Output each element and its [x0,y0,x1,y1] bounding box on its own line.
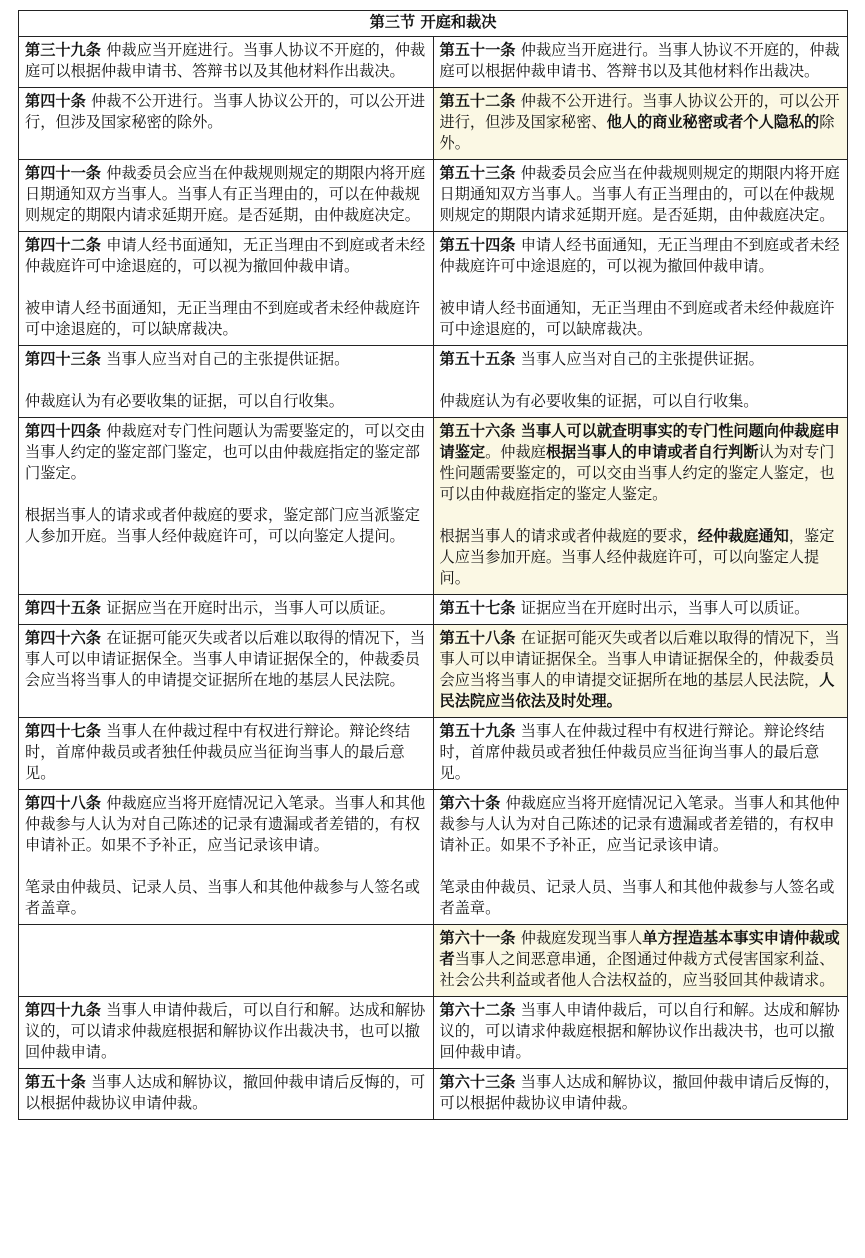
table-row [19,997,848,1069]
article-text: 仲裁庭认为有必要收集的证据，可以自行收集。 [439,392,759,410]
article-paragraph [440,1072,842,1114]
article-number: 第六十一条 [439,929,516,947]
article-text: 仲裁庭对专门性问题认为需要鉴定的，可以交由当事人约定的鉴定部门鉴定，也可以由仲裁庭指定的鉴定部门鉴定。 [25,422,426,482]
article-text: 证据应当在开庭时出示，当事人可以质证。 [106,599,395,617]
article-paragraph [440,928,842,991]
article-paragraph [440,421,842,505]
old-article-cell [19,997,434,1069]
article-text: 证据应当在开庭时出示，当事人可以质证。 [520,599,810,617]
article-text: 认为对专门性问题需要鉴定的，可以交由当事人约定的鉴定人鉴定，也可以由仲裁庭指定的鉴定人鉴定。 [439,443,835,503]
article-number: 第四十六条 [25,629,101,647]
amended-text: 根据当事人的申请或者自行判断 [545,443,759,461]
article-text: 申请人经书面通知，无正当理由不到庭或者未经仲裁庭许可中途退庭的，可以视为撤回仲裁申请。 [439,236,840,275]
old-article-cell [19,718,434,790]
article-paragraph [440,298,842,340]
old-article-cell [19,160,434,232]
article-paragraph [25,298,427,340]
article-paragraph [440,163,842,226]
article-number: 第五十九条 [439,722,516,740]
article-number: 第六十三条 [439,1073,516,1091]
new-article-cell [433,997,848,1069]
old-article-cell [19,232,434,346]
article-text: 仲裁委员会应当在仲裁规则规定的期限内将开庭日期通知双方当事人。当事人有正当理由的，可以在仲裁规则规定的期限内请求延期开庭。是否延期，由仲裁庭决定。 [439,164,840,224]
table-row [19,418,848,595]
new-article-cell [433,160,848,232]
new-article-cell [433,1069,848,1120]
article-number: 第四十条 [25,92,86,110]
article-paragraph [25,721,427,784]
table-row [19,625,848,718]
article-text: 。仲裁庭 [485,443,546,461]
table-row [19,160,848,232]
new-article-cell [433,925,848,997]
article-number: 第五十二条 [439,92,516,110]
article-paragraph [440,628,842,712]
article-paragraph [440,391,842,412]
table-row [19,595,848,625]
old-article-cell [19,790,434,925]
article-paragraph [25,628,427,691]
article-text: 当事人应当对自己的主张提供证据。 [106,350,350,368]
article-text: 仲裁庭应当将开庭情况记入笔录。当事人和其他仲裁参与人认为对自己陈述的记录有遗漏或者差错的，有权申请补正。如果不予补正，应当记录该申请。 [439,794,840,854]
article-text: 当事人在仲裁过程中有权进行辩论。辩论终结时，首席仲裁员或者独任仲裁员应当征询当事人的最后意见。 [25,722,410,782]
amended-text: 单方捏造基本事实申请仲裁或者 [439,929,840,968]
comparison-table [18,10,848,1120]
article-paragraph [25,91,427,133]
table-row [19,346,848,418]
article-rows [19,37,848,1120]
new-article-cell [433,595,848,625]
new-article-cell [433,88,848,160]
article-text: 申请人经书面通知，无正当理由不到庭或者未经仲裁庭许可中途退庭的，可以视为撤回仲裁申请。 [25,236,426,275]
article-text: 在证据可能灭失或者以后难以取得的情况下，当事人可以申请证据保全。当事人申请证据保全的，仲裁委员会应当将当事人的申请提交证据所在地的基层人民法院， [439,629,840,689]
old-article-cell [19,37,434,88]
new-article-cell [433,718,848,790]
article-paragraph [440,349,842,370]
table-row [19,232,848,346]
article-paragraph [440,598,842,619]
article-paragraph [25,1000,427,1063]
old-article-cell [19,1069,434,1120]
old-article-cell [19,346,434,418]
article-paragraph [25,163,427,226]
article-text: 除外。 [439,113,835,152]
new-article-cell [433,418,848,595]
article-number: 第四十七条 [25,722,101,740]
article-text: ，鉴定人应当参加开庭。当事人经仲裁庭许可，可以向鉴定人提问。 [439,527,835,587]
old-article-cell [19,625,434,718]
amended-text: 经仲裁庭通知 [697,527,789,545]
article-text: 在证据可能灭失或者以后难以取得的情况下，当事人可以申请证据保全。当事人申请证据保全的，仲裁委员会应当将当事人的申请提交证据所在地的基层人民法院。 [25,629,426,689]
table-row [19,1069,848,1120]
article-paragraph [440,793,842,856]
amended-text: 人民法院应当依法及时处理。 [439,671,835,710]
article-text: 笔录由仲裁员、记录人员、当事人和其他仲裁参与人签名或者盖章。 [25,878,420,917]
article-number: 第五十七条 [439,599,516,617]
table-row [19,718,848,790]
article-text: 仲裁应当开庭进行。当事人协议不开庭的，仲裁庭可以根据仲裁申请书、答辩书以及其他材料作出裁决。 [25,41,426,80]
article-number: 第四十四条 [25,422,101,440]
article-text: 笔录由仲裁员、记录人员、当事人和其他仲裁参与人签名或者盖章。 [439,878,835,917]
article-paragraph [25,877,427,919]
old-article-cell [19,88,434,160]
section-header-row [19,11,848,37]
amended-text: 当事人可以就查明事实的专门性问题向仲裁庭申请鉴定 [439,422,840,461]
section-title: 第三节 开庭和裁决 [19,11,848,37]
new-article-cell [433,625,848,718]
table-row [19,37,848,88]
new-article-cell [433,790,848,925]
article-paragraph [25,505,427,547]
article-number: 第六十条 [439,794,501,812]
article-text: 仲裁庭认为有必要收集的证据，可以自行收集。 [25,392,344,410]
article-paragraph [25,235,427,277]
article-text: 当事人在仲裁过程中有权进行辩论。辩论终结时，首席仲裁员或者独任仲裁员应当征询当事人的最后意见。 [439,722,825,782]
article-text: 仲裁不公开进行。当事人协议公开的，可以公开进行，但涉及国家秘密的除外。 [25,92,426,131]
old-article-cell [19,595,434,625]
article-text: 根据当事人的请求或者仲裁庭的要求， [439,527,698,545]
article-text: 当事人申请仲裁后，可以自行和解。达成和解协议的，可以请求仲裁庭根据和解协议作出裁决书，也可以撤回仲裁申请。 [25,1001,426,1061]
new-article-cell [433,37,848,88]
article-number: 第五十三条 [439,164,516,182]
article-text: 仲裁应当开庭进行。当事人协议不开庭的，仲裁庭可以根据仲裁申请书、答辩书以及其他材料作出裁决。 [439,41,840,80]
old-article-cell [19,418,434,595]
article-paragraph [440,721,842,784]
article-paragraph [440,526,842,589]
empty-article-cell [19,925,434,997]
article-text: 当事人达成和解协议，撤回仲裁申请后反悔的，可以根据仲裁协议申请仲裁。 [439,1073,840,1112]
article-number: 第四十一条 [25,164,101,182]
article-paragraph [25,793,427,856]
article-number: 第四十三条 [25,350,101,368]
article-number: 第五十八条 [439,629,516,647]
article-number: 第三十九条 [25,41,101,59]
article-number: 第四十二条 [25,236,101,254]
article-text: 仲裁庭应当将开庭情况记入笔录。当事人和其他仲裁参与人认为对自己陈述的记录有遗漏或者差错的，有权申请补正。如果不予补正，应当记录该申请。 [25,794,426,854]
article-paragraph [25,598,427,619]
article-paragraph [25,421,427,484]
article-number: 第五十六条 [439,422,516,440]
article-paragraph [440,91,842,154]
article-paragraph [440,235,842,277]
article-text: 仲裁庭发现当事人 [520,929,643,947]
article-text: 被申请人经书面通知，无正当理由不到庭或者未经仲裁庭许可中途退庭的，可以缺席裁决。 [439,299,835,338]
article-text: 当事人申请仲裁后，可以自行和解。达成和解协议的，可以请求仲裁庭根据和解协议作出裁决书，也可以撤回仲裁申请。 [439,1001,840,1061]
new-article-cell [433,346,848,418]
article-text: 当事人达成和解协议，撤回仲裁申请后反悔的，可以根据仲裁协议申请仲裁。 [25,1073,426,1112]
article-number: 第四十八条 [25,794,101,812]
article-text: 被申请人经书面通知，无正当理由不到庭或者未经仲裁庭许可中途退庭的，可以缺席裁决。 [25,299,420,338]
table-row [19,925,848,997]
table-row [19,88,848,160]
new-article-cell [433,232,848,346]
article-number: 第四十五条 [25,599,101,617]
article-number: 第五十四条 [439,236,516,254]
article-text: 根据当事人的请求或者仲裁庭的要求，鉴定部门应当派鉴定人参加开庭。当事人经仲裁庭许可，可以向鉴定人提问。 [25,506,420,545]
article-text: 仲裁委员会应当在仲裁规则规定的期限内将开庭日期通知双方当事人。当事人有正当理由的，可以在仲裁规则规定的期限内请求延期开庭。是否延期，由仲裁庭决定。 [25,164,426,224]
table-row [19,790,848,925]
amended-text: 他人的商业秘密或者个人隐私的 [606,113,820,131]
article-text: 仲裁不公开进行。当事人协议公开的，可以公开进行，但涉及国家秘密、 [439,92,840,131]
article-paragraph [25,391,427,412]
article-number: 第四十九条 [25,1001,101,1019]
article-number: 第五十条 [25,1073,86,1091]
article-number: 第五十五条 [439,350,516,368]
article-paragraph [440,1000,842,1063]
article-paragraph [440,877,842,919]
article-paragraph [25,349,427,370]
article-text: 当事人应当对自己的主张提供证据。 [520,350,764,368]
article-paragraph [25,40,427,82]
article-number: 第六十二条 [439,1001,516,1019]
article-text: 当事人之间恶意串通，企图通过仲裁方式侵害国家利益、社会公共利益或者他人合法权益的，应当驳回其仲裁请求。 [439,950,835,989]
article-paragraph [440,40,842,82]
article-number: 第五十一条 [439,41,516,59]
article-paragraph [25,1072,427,1114]
